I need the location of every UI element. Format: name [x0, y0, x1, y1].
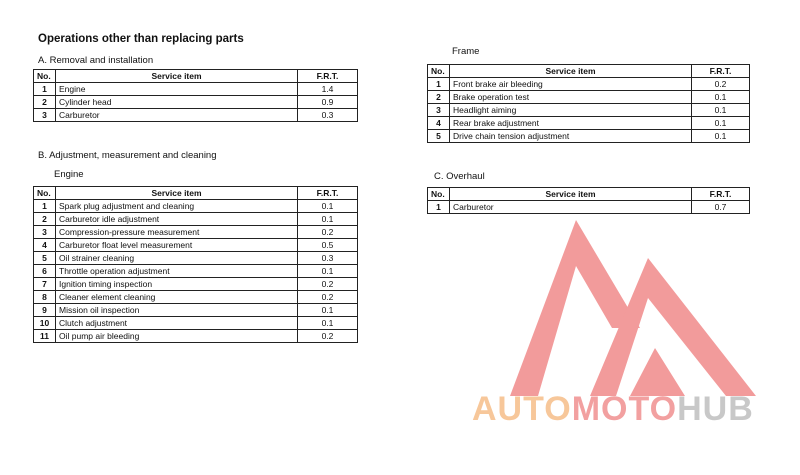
row-frt-value: 0.1: [298, 200, 358, 213]
row-service-item: Mission oil inspection: [56, 304, 298, 317]
row-service-item: Brake operation test: [450, 91, 692, 104]
table-row: [34, 83, 358, 96]
row-number: 1: [34, 200, 56, 213]
row-number: 4: [34, 239, 56, 252]
section-b-heading: B. Adjustment, measurement and cleaning: [38, 150, 217, 161]
row-frt-value: 0.1: [298, 265, 358, 278]
row-service-item: Carburetor: [450, 201, 692, 214]
row-service-item: Front brake air bleeding: [450, 78, 692, 91]
row-number: 11: [34, 330, 56, 343]
row-number: 10: [34, 317, 56, 330]
column-header-frt: F.R.T.: [298, 187, 358, 200]
column-header-frt: F.R.T.: [692, 65, 750, 78]
table-row: [34, 252, 358, 265]
table-row: [34, 265, 358, 278]
row-frt-value: 0.7: [692, 201, 750, 214]
automotohub-logo-icon: [480, 218, 762, 400]
section-c-heading: C. Overhaul: [434, 171, 485, 182]
watermark-hub: HUB: [677, 390, 754, 428]
row-service-item: Headlight aiming: [450, 104, 692, 117]
table-header-row: [34, 70, 358, 83]
section-a-heading: A. Removal and installation: [38, 55, 154, 66]
row-service-item: Drive chain tension adjustment: [450, 130, 692, 143]
row-service-item: Engine: [56, 83, 298, 96]
row-number: 2: [428, 91, 450, 104]
row-frt-value: 0.1: [298, 213, 358, 226]
table-row: [428, 91, 750, 104]
row-frt-value: 0.1: [692, 104, 750, 117]
row-frt-value: 0.2: [298, 226, 358, 239]
row-number: 5: [428, 130, 450, 143]
column-header-frt: F.R.T.: [298, 70, 358, 83]
row-frt-value: 0.1: [692, 117, 750, 130]
row-number: 9: [34, 304, 56, 317]
overhaul-table: [427, 187, 750, 214]
row-number: 2: [34, 213, 56, 226]
row-number: 2: [34, 96, 56, 109]
row-frt-value: 1.4: [298, 83, 358, 96]
row-service-item: Carburetor: [56, 109, 298, 122]
row-number: 6: [34, 265, 56, 278]
table-row: [34, 213, 358, 226]
table-row: [34, 304, 358, 317]
watermark-moto: MOTO: [571, 390, 678, 428]
row-service-item: Rear brake adjustment: [450, 117, 692, 130]
page-title: Operations other than replacing parts: [38, 33, 244, 45]
row-service-item: Carburetor float level measurement: [56, 239, 298, 252]
row-frt-value: 0.9: [298, 96, 358, 109]
row-service-item: Spark plug adjustment and cleaning: [56, 200, 298, 213]
row-frt-value: 0.2: [692, 78, 750, 91]
row-service-item: Oil pump air bleeding: [56, 330, 298, 343]
row-service-item: Compression-pressure measurement: [56, 226, 298, 239]
row-service-item: Oil strainer cleaning: [56, 252, 298, 265]
table-row: [34, 200, 358, 213]
table-header-row: [428, 188, 750, 201]
table-row: [34, 291, 358, 304]
column-header-service-item: Service item: [450, 188, 692, 201]
row-service-item: Cleaner element cleaning: [56, 291, 298, 304]
row-number: 3: [34, 109, 56, 122]
table-row: [34, 239, 358, 252]
engine-table: [33, 186, 358, 343]
column-header-frt: F.R.T.: [692, 188, 750, 201]
column-header-no: No.: [34, 70, 56, 83]
row-frt-value: 0.5: [298, 239, 358, 252]
table-row: [34, 330, 358, 343]
table-row: [34, 109, 358, 122]
table-row: [34, 278, 358, 291]
watermark-auto: AUTO: [472, 390, 572, 428]
row-number: 8: [34, 291, 56, 304]
row-frt-value: 0.3: [298, 252, 358, 265]
table-row: [34, 226, 358, 239]
table-row: [428, 117, 750, 130]
table-header-row: [34, 187, 358, 200]
row-number: 7: [34, 278, 56, 291]
row-service-item: Cylinder head: [56, 96, 298, 109]
table-row: [428, 104, 750, 117]
frame-heading: Frame: [452, 46, 480, 57]
row-number: 1: [428, 201, 450, 214]
table-row: [428, 130, 750, 143]
column-header-no: No.: [428, 188, 450, 201]
column-header-no: No.: [34, 187, 56, 200]
column-header-service-item: Service item: [450, 65, 692, 78]
row-service-item: Carburetor idle adjustment: [56, 213, 298, 226]
row-frt-value: 0.1: [298, 317, 358, 330]
column-header-service-item: Service item: [56, 187, 298, 200]
row-frt-value: 0.1: [692, 130, 750, 143]
frame-table: [427, 64, 750, 143]
row-service-item: Clutch adjustment: [56, 317, 298, 330]
row-frt-value: 0.2: [298, 278, 358, 291]
row-number: 5: [34, 252, 56, 265]
row-frt-value: 0.3: [298, 109, 358, 122]
table-row: [34, 96, 358, 109]
row-frt-value: 0.1: [692, 91, 750, 104]
row-frt-value: 0.2: [298, 330, 358, 343]
table-row: [428, 78, 750, 91]
engine-subheading: Engine: [54, 169, 84, 180]
table-row: [428, 201, 750, 214]
row-service-item: Ignition timing inspection: [56, 278, 298, 291]
row-number: 4: [428, 117, 450, 130]
table-header-row: [428, 65, 750, 78]
row-number: 1: [34, 83, 56, 96]
row-number: 3: [428, 104, 450, 117]
row-service-item: Throttle operation adjustment: [56, 265, 298, 278]
column-header-service-item: Service item: [56, 70, 298, 83]
row-frt-value: 0.1: [298, 304, 358, 317]
removal-table: [33, 69, 358, 122]
row-number: 3: [34, 226, 56, 239]
table-row: [34, 317, 358, 330]
watermark-text: [472, 390, 754, 429]
row-frt-value: 0.2: [298, 291, 358, 304]
row-number: 1: [428, 78, 450, 91]
column-header-no: No.: [428, 65, 450, 78]
